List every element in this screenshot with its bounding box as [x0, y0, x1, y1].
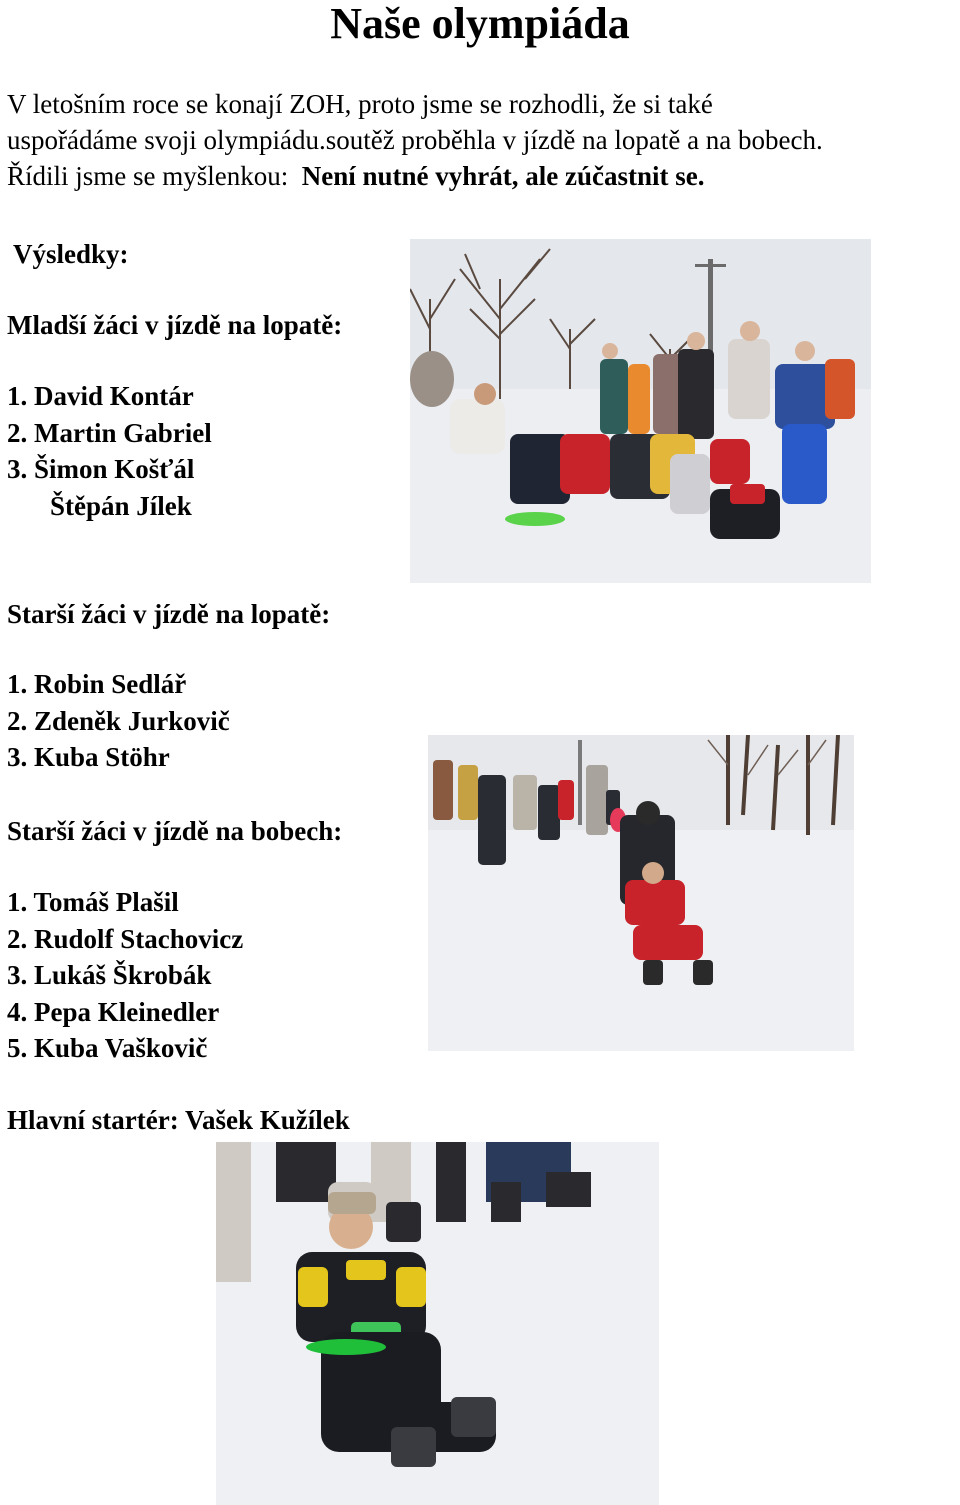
main-starter: Hlavní startér: Vašek Kužílek — [7, 1105, 350, 1135]
intro-line-3 — [7, 158, 907, 194]
list-item: 2. Zdeněk Jurkovič — [7, 705, 230, 736]
list-item: 1. Robin Sedlář — [7, 669, 187, 699]
list-item: 2. Rudolf Stachovicz — [7, 923, 244, 954]
results-list-older-shovel — [7, 666, 230, 776]
intro-paragraph — [7, 86, 907, 194]
group-photo — [410, 239, 871, 583]
intro-line-3-prefix: Řídili jsme se myšlenkou: — [7, 161, 302, 191]
list-item: 3. Kuba Stöhr — [7, 742, 170, 772]
list-item: 2. Martin Gabriel — [7, 417, 212, 448]
motto-text: Není nutné vyhrát, ale zúčastnit se. — [301, 161, 705, 191]
intro-line-1: V letošním roce se konají ZOH, proto jsme se rozhodli, že si také — [7, 89, 713, 119]
list-item: 3. Lukáš Škrobák — [7, 960, 212, 990]
results-list-younger-shovel — [7, 378, 212, 524]
list-item: 1. Tomáš Plašil — [7, 887, 179, 917]
list-item: 1. David Kontár — [7, 381, 194, 411]
group-heading-younger-shovel: Mladší žáci v jízdě na lopatě: — [7, 310, 343, 340]
intro-line-2: uspořádáme svoji olympiádu.soutěž proběhla v jízdě na lopatě a na bobech. — [7, 125, 823, 155]
group-heading-older-shovel: Starší žáci v jízdě na lopatě: — [7, 599, 331, 629]
sledding-photo-2 — [216, 1142, 659, 1505]
page-title: Naše olympiáda — [330, 0, 630, 48]
group-heading-older-bobs: Starší žáci v jízdě na bobech: — [7, 816, 343, 846]
list-item: 5. Kuba Vaškovič — [7, 1033, 208, 1063]
results-list-older-bobs — [7, 884, 243, 1067]
list-item: 3. Šimon Košťál — [7, 454, 195, 484]
list-item: Štěpán Jílek — [50, 490, 192, 521]
sledding-photo-1 — [428, 735, 854, 1051]
list-item: 4. Pepa Kleinedler — [7, 996, 220, 1027]
results-heading: Výsledky: — [13, 239, 129, 269]
